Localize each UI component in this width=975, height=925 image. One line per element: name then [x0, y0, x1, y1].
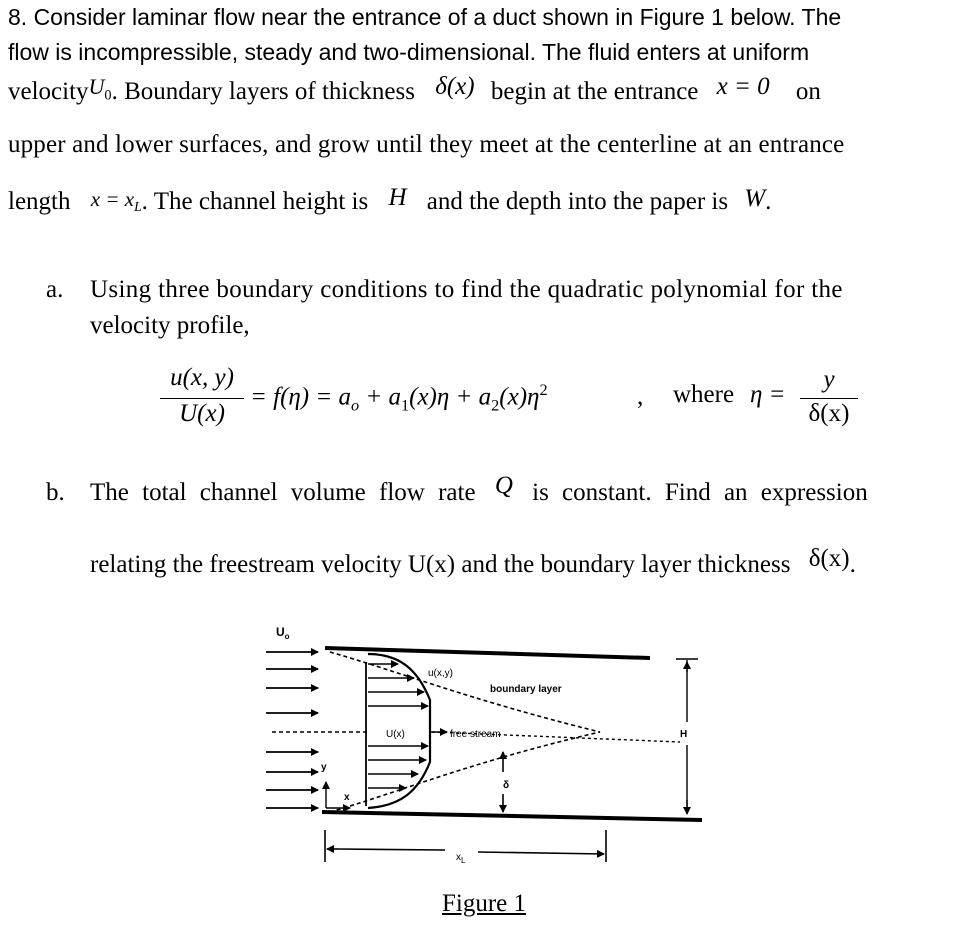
- eq-eta-equals: η =: [750, 381, 786, 408]
- eq-rhs: = $f(\eta) = a_o + a_1(x)\eta + a_2(x)\eta^2$: [250, 381, 548, 415]
- lower-boundary-layer-edge: [330, 732, 600, 812]
- problem-line-1: 8. Consider laminar flow near the entrance of a duct shown in Figure 1 below. The: [8, 4, 842, 30]
- problem-line-2: flow is incompressible, steady and two-dimensional. The fluid enters at uniform: [8, 39, 810, 65]
- part-a-label: a.: [46, 276, 64, 303]
- delta-x-symbol: δ(x): [435, 73, 475, 100]
- delta-x-symbol-b: δ(x): [808, 545, 850, 572]
- problem-line-3: velocityU$_0$. Boundary layers of thickness δ(x) begin at the entrance x = 0 on: [8, 73, 821, 105]
- x-eq-0: x = 0: [716, 73, 770, 100]
- part-a-text-2: velocity profile,: [90, 312, 250, 339]
- x-eq-xL: $x = x_L$: [90, 187, 142, 215]
- part-b-label: b.: [46, 479, 65, 506]
- inlet-arrows: [266, 652, 318, 808]
- eta-numerator: y: [823, 366, 835, 393]
- U0-symbol: $U_0$: [88, 74, 112, 104]
- H-label: H: [680, 729, 688, 740]
- problem-line-5: length $x = x_L$. The channel height is H and the depth into the paper is W.: [8, 184, 772, 215]
- profile-arrows: [368, 664, 428, 788]
- eq-denominator: U(x): [179, 400, 225, 427]
- Ux-label: U(x): [386, 729, 405, 740]
- eq-comma: ,: [637, 383, 644, 410]
- boundary-layer-label: boundary layer: [490, 684, 562, 695]
- lower-wall: [322, 812, 702, 820]
- W-symbol: W: [744, 185, 766, 212]
- part-a-text-1: Using three boundary conditions to find the quadratic polynomial for the: [90, 276, 843, 303]
- problem-line-4: upper and lower surfaces, and grow until they meet at the centerline at an entrance: [8, 131, 845, 158]
- part-b-text-2: relating the freestream velocity U(x) and the boundary layer thickness δ(x).: [90, 545, 856, 578]
- x-axis-label: x: [344, 792, 350, 803]
- figure-caption: Figure 1: [442, 890, 527, 917]
- velocity-word: velocity: [8, 78, 89, 105]
- delta-label: δ: [503, 780, 510, 791]
- Q-symbol: Q: [494, 472, 513, 499]
- xL-line-left: [338, 849, 445, 850]
- xL-label: $x_L$: [456, 852, 466, 865]
- eq-numerator: u(x, y): [170, 364, 234, 391]
- H-symbol: H: [388, 184, 407, 211]
- eta-denominator: δ(x): [808, 400, 850, 427]
- upper-wall: [325, 648, 650, 658]
- xL-arrow-right: [478, 852, 604, 854]
- U0-figure-label: $U_o$: [276, 625, 290, 641]
- free-stream-label: free stream: [450, 729, 501, 740]
- uxy-label: u(x,y): [428, 668, 453, 679]
- y-axis-label: y: [321, 762, 327, 773]
- eq-where: where: [673, 381, 735, 408]
- part-b-text-1: The total channel volume flow rate Q is constant. Find an expression: [90, 472, 868, 506]
